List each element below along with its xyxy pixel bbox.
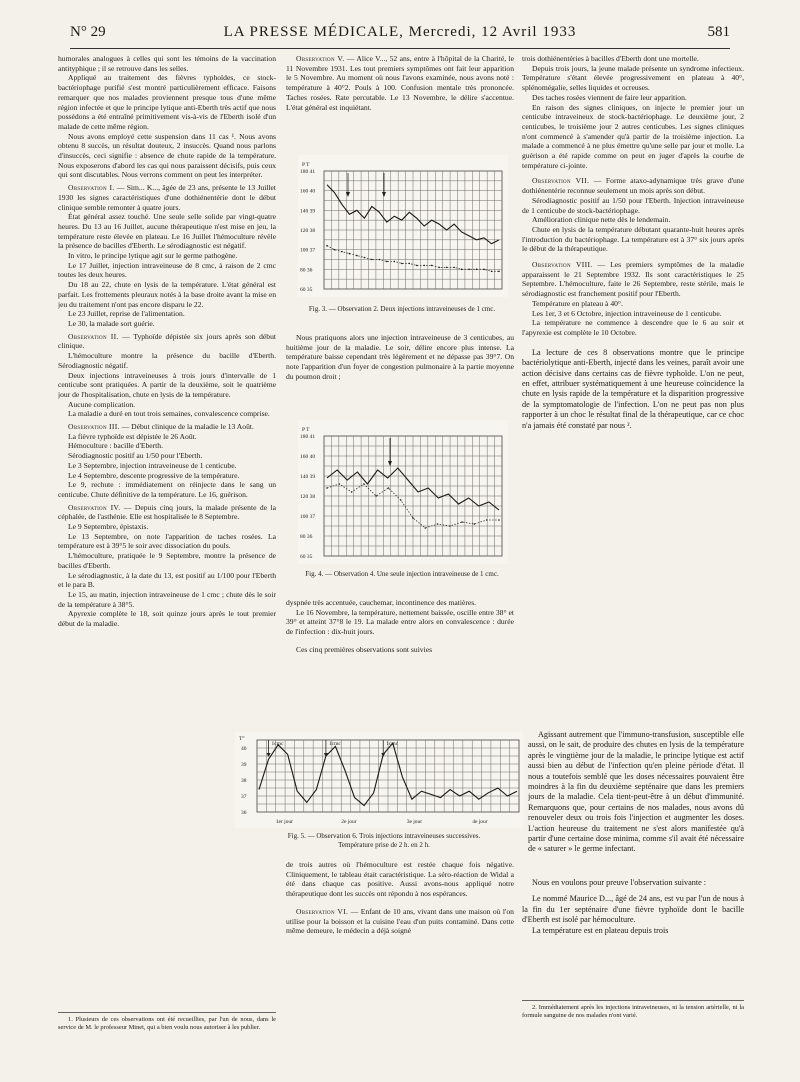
day-label: 3e jour (406, 819, 423, 825)
obs-text: — Typhoïde dépistée six jours après son début clinique. (58, 331, 276, 351)
paragraph: Le 30, la malade sort guérie. (68, 318, 155, 328)
tick-label: 60 35 (300, 554, 313, 560)
paragraph: humorales analogues à celles qui sont les témoins de la vaccination antityphique ; il se retrouve dans les selles. (58, 54, 276, 73)
paragraph: En raison des signes cliniques, on injecte le premier jour un centicube intraveineux de stock-bactériophage. Le deuxième jour, 2 centicubes, le troisième jour 2 autres centicubes. Les signes cliniques n'ont commencé à s'amender qu'à partir de la troisième injection. La malade a commencé à ne plus émettre qu'une selle par jour et molle. La guérison a été rapide comme on peut en juger d'après la courbe de température ci-jointe. (522, 102, 744, 170)
paragraph: Appliqué au traitement des fièvres typhoïdes, ce stock-bactériophage purifié s'est montré particulièrement efficace. Faisons remarquer que nos malades proviennent presque tous d'une même région infectée et que le principe lytique anti-Eberth très actif que nous possédons a été entraîné primitivement vis-à-vis de l'Eberth isolé d'un malade de cette même région. (58, 73, 276, 131)
tick-label: 36 (241, 810, 247, 816)
observation-4 (58, 503, 276, 522)
obs-text: — Enfant de 10 ans, vivant dans une maison où l'on utilise pour la boisson et la cuisine l'eau d'un puits contaminé. Dans cette même demeure, le médecin a déjà soigné (286, 906, 514, 936)
injection-arrowhead (381, 753, 385, 757)
pulse-point (491, 271, 493, 273)
column-3-top (522, 54, 744, 728)
column-3-bottom (522, 878, 744, 996)
caption-line-1: Fig. 5. — Observation 6. Trois injections intraveineuses successives. (287, 832, 481, 840)
pulse-point (408, 263, 410, 265)
paragraph: Sérodiagnostic positif au 1/50 pour l'Eberth. Injection intraveineuse de 1 centicube de stock-bactériophage. (522, 195, 744, 215)
obs-text: — Les premiers symptômes de la maladie apparaissent le 21 Septembre 1932. Ils sont caractéristiques le 25 Septembre. L'hémoculture, faite le 26 Septembre, reste stérile, mais le sérodiagnostic est franchement positif pour l'Eberth. (522, 260, 744, 299)
footnote-2 (522, 1004, 744, 1034)
obs-heading: Observation VII. (532, 176, 590, 186)
tick-label: 180 41 (300, 434, 316, 440)
obs-heading: Observation VI. (296, 906, 349, 916)
pt-header: P T (302, 427, 310, 433)
obs-heading: Observation VIII. (532, 260, 593, 270)
observation-3 (58, 422, 276, 432)
injection-arrowhead (388, 461, 392, 466)
column-2-bottom (286, 860, 514, 1050)
pulse-point (400, 499, 402, 501)
tick-label: 140 39 (300, 474, 316, 480)
paragraph: La maladie a duré en tout trois semaines, convalescence comprise. (68, 409, 270, 419)
tick-label: 80 36 (300, 267, 313, 274)
paragraph: Le 15, au matin, injection intraveineuse de 1 cmc ; chute dès le soir de la température à 38°5. (58, 589, 276, 609)
tick-label: 180 41 (300, 169, 316, 175)
caption-text: Fig. 3. — Observation 2. Deux injections intraveineuses de 1 cmc. (308, 305, 496, 313)
paragraph: Le nommé Maurice D..., âgé de 24 ans, est vu par l'un de nous à la fin du 1er septénaire d'une fièvre typhoïde dont le bacille d'Eberth est isolé par hémoculture. (522, 894, 744, 925)
paragraph: dyspnée très accentuée, cauchemar, incontinence des matières. (286, 598, 477, 607)
figure-5-svg (235, 732, 523, 828)
tick-label: 120 38 (300, 228, 316, 234)
footnote-1 (58, 1016, 276, 1046)
paragraph: Apyrexie complète le 18, soit quinze jours après le tout premier début de la maladie. (58, 609, 276, 629)
pulse-point (375, 495, 377, 497)
dose-label: 1cmc (386, 741, 399, 747)
paragraph: Le 3 Septembre, injection intraveineuse de 1 centicube. (68, 460, 237, 470)
injection-arrowhead (382, 192, 386, 197)
pulse-point (431, 265, 433, 267)
paragraph: Des taches rosées viennent de faire leur apparition. (532, 92, 687, 102)
paragraph: Nous en voulons pour preuve l'observation suivante : (532, 878, 707, 887)
footnote-text: 1. Plusieurs de ces observations ont été recueillies, par l'un de nous, dans le service de M. le professeur Minet, qui a bien voulu nous autoriser à les publier. (58, 1016, 276, 1031)
pulse-point (364, 257, 366, 259)
paragraph: La fièvre typhoïde est dépistée le 26 Août. (68, 431, 197, 441)
page-header (70, 22, 730, 49)
pulse-point (412, 517, 414, 519)
figure-4-svg (298, 420, 508, 564)
paragraph: Le 23 Juillet, reprise de l'alimentation. (68, 309, 185, 319)
day-label: 1er jour (275, 819, 293, 825)
pulse-point (351, 491, 353, 493)
page-number: 581 (707, 24, 730, 40)
pulse-point (388, 487, 390, 489)
paragraph: In vitro, le principe lytique agit sur le germe pathogène. (68, 251, 238, 261)
pulse-point (476, 269, 478, 271)
pulse-point (446, 267, 448, 269)
tick-label: 60 35 (300, 287, 313, 293)
pulse-point (394, 261, 396, 263)
discussion-paragraph: Agissant autrement que l'immuno-transfusion, susceptible elle aussi, on le sait, de produire des chutes en lysis de la température après le vingtième jour de la maladie, le principe lytique est actif aussi bien au début de l'infection qu'en pleine période d'état. Il nous a toutefois semblé que les doses nécessaires pouvaient être moindres à la fin du deuxième septénaire que dans les premiers jours de la maladie. Cela tient-peut-être à un début d'immunité. Remarquons que, pour certains de nos malades, nous avons dû renouveler deux ou trois fois l'injection et augmenter les doses. L'action heureuse du traitement ne s'est alors manifestée qu'à partir d'une certaine dose minima, comme s'il avait été nécessaire de « saturer » le germe infectant. (528, 730, 744, 854)
obs-heading: Observation I. (68, 183, 115, 193)
pulse-point (449, 525, 451, 527)
paragraph: La température ne commence à descendre que le 6 au soir et l'apyrexie est complète le 10 Octobre. (522, 318, 744, 337)
paragraph: de trois autres où l'hémoculture est restée chaque fois négative. Cliniquement, le tableau était caractéristique. La séro-réaction de Widal a été dans chaque cas positive. Aussi avons-nous appliqué notre thérapeutique dont les succès ont répondu à nos espérances. (286, 860, 514, 899)
paragraph: Ces cinq premières observations sont suivies (296, 644, 433, 654)
figure-3-svg (298, 155, 508, 297)
figure-4-chart (298, 420, 508, 564)
pulse-point (498, 271, 500, 273)
tick-label: 160 40 (300, 188, 316, 195)
pulse-point (498, 519, 500, 521)
paragraph: Hémoculture : bacille d'Eberth. (68, 441, 163, 451)
footnote-rule (522, 1000, 744, 1001)
pulse-point (363, 483, 365, 485)
observation-8 (522, 260, 744, 299)
obs-heading: Observation III. (68, 422, 120, 432)
paragraph: État général assez touché. Une seule selle solide par vingt-quatre heures. Du 13 au 16 Juillet, aucune thérapeutique n'est mise en jeu, la température reste élevée en plateau. Le 16 Juillet l'hémoculture révèle la présence de bacilles d'Eberth. Le sérodiagnostic est négatif. (58, 212, 276, 251)
pulse-point (424, 527, 426, 529)
pulse-point (356, 255, 358, 257)
paragraph: Les 1er, 3 et 6 Octobre, injection intraveineuse de 1 centicube. (532, 308, 722, 318)
obs-text: — Sim... K..., âgée de 23 ans, présente le 13 Juillet 1930 les signes caractéristiques d'une dothiénentérie dont le début clinique semble remonter à quatre jours. (58, 183, 276, 212)
paragraph: trois dothiénentéries à bacilles d'Eberth dont une mortelle. (522, 54, 699, 63)
pulse-point (401, 263, 403, 265)
figure-5-chart (235, 732, 523, 828)
paragraph: Depuis trois jours, la jeune malade présente un syndrome infectieux. Température s'étant élevée progressivement en plateau à 40°, splénomégalie, selles liquides et ocreuses. (522, 63, 744, 93)
pulse-point (416, 265, 418, 267)
figure-5-caption (250, 832, 518, 852)
pulse-point (437, 523, 439, 525)
pulse-point (326, 245, 328, 247)
obs-text: — Alice V..., 52 ans, entre à l'hôpital de la Charité, le 11 Novembre 1931. Les tout premiers symptômes ont fait leur apparition le 5 Novembre. Au moment où nous l'avons examinée, nous avons noté : température à 40°2. Pouls à 100. Confusion mentale très prononcée. Taches rosées. Rate percutable. Le 13 Novembre, le délire s'accentue. L'état général est inquiétant. (286, 54, 514, 112)
pulse-point (349, 253, 351, 255)
pulse-point (483, 269, 485, 271)
injection-arrowhead (346, 192, 350, 197)
pulse-point (326, 487, 328, 489)
pulse-point (461, 521, 463, 523)
y-axis-label: T° (239, 736, 245, 742)
pt-header: P T (302, 162, 310, 168)
obs-text: — Forme ataxo-adynamique très grave d'une dothiénentérie reconnue seulement un mois après son début. (522, 176, 744, 196)
column-2-after-fig4 (286, 598, 514, 726)
paragraph: Deux injections intraveineuses à trois jours d'intervalle de 1 centicube sont pratiquées. A partir de la deuxième, soit le quatrième jour de l'hospitalisation, chute en lysis de la température. (58, 370, 276, 399)
pulse-point (379, 259, 381, 261)
pulse-point (468, 269, 470, 271)
paragraph: Le sérodiagnostic, à la date du 13, est positif au 1/100 pour l'Eberth et le para B. (58, 570, 276, 590)
tick-label: 38 (241, 778, 247, 784)
day-label: 2e jour (341, 819, 357, 825)
pulse-point (423, 265, 425, 267)
paragraph: Le 16 Novembre, la température, nettement baissée, oscille entre 38° et 39° et atteint 37°8 le 19. La malade entre alors en convalescence : durée de l'infection : dix-huit jours. (286, 607, 514, 637)
paragraph: L'hémoculture, pratiquée le 9 Septembre, montre la présence de bacilles d'Eberth. (58, 551, 276, 570)
figure-3-caption (296, 305, 508, 327)
tick-label: 160 40 (300, 454, 316, 460)
observation-5 (286, 54, 514, 112)
obs-text: — Depuis cinq jours, la malade présente de la céphalée, de l'asthénie. Elle est hospitalisée le 8 Septembre. (58, 502, 276, 522)
tick-label: 100 37 (300, 247, 316, 254)
paragraph: Le 13 Septembre, on note l'apparition de taches rosées. La température est à 39°5 le soir avec dissociation du pouls. (58, 531, 276, 551)
observation-2 (58, 332, 276, 351)
tick-label: 120 38 (300, 494, 316, 500)
day-label: 4e jour (472, 819, 488, 825)
column-2-mid (286, 333, 514, 411)
observation-1 (58, 183, 276, 212)
pulse-point (371, 259, 373, 261)
tick-label: 80 36 (300, 534, 313, 540)
pulse-point (486, 519, 488, 521)
dose-label: 1cmc (271, 741, 284, 747)
column-2-top (286, 54, 514, 142)
issue-number: N° 29 (70, 24, 106, 40)
paragraph: L'hémoculture montre la présence du bacille d'Eberth. Sérodiagnostic négatif. (58, 351, 276, 370)
column-1 (58, 54, 276, 1016)
caption-line-2: Température prise de 2 h. en 2 h. (338, 840, 430, 849)
tick-label: 37 (241, 794, 247, 800)
tick-label: 100 37 (300, 514, 316, 520)
paragraph: Du 18 au 22, chute en lysis de la température. L'état général est parfait. Les frottements pleuraux notés à la base droite avant la mise en jeu du traitement n'ont pas encore disparu le 22. (58, 280, 276, 309)
discussion-paragraph: La lecture de ces 8 observations montre que le principe bactériolytique anti-Eberth, injecté dans les veines, paraît avoir une action décisive dans certains cas de fièvre typhoïde. L'on ne peut, en effet, attribuer systématiquement à une heureuse coïncidence la chute en lysis rapide de la température et la disparition progressive de la symptomatologie de l'infection. L'on ne peut pas non plus rapporter à un choc le résultat final de la thérapeutique, car ce choc n'a jamais été constaté par nous ². (522, 347, 744, 430)
pulse-point (474, 523, 476, 525)
tick-label: 140 39 (300, 208, 316, 215)
caption-text: Fig. 4. — Observation 4. Une seule injection intraveineuse de 1 cmc. (305, 570, 499, 578)
dose-label: 1cmc (328, 741, 341, 747)
obs-heading: Observation V. (296, 54, 345, 63)
paragraph: Nous avons employé cette suspension dans 11 cas ¹. Nous avons obtenu 8 succès, un résultat douteux, 2 insuccès. Quand nous parlons d'insuccès, ceci signifie : absence de chute rapide de la température. Nous exposerons d'abord les cas qui nous paraissent décisifs, puis ceux qui sont discutables. Nous verrons comment on peut les interpréter. (58, 131, 276, 180)
paragraph: Nous pratiquons alors une injection intraveineuse de 3 centicubes, au huitième jour de la maladie. Le soir, délire encore plus intense. La température baisse cependant très légèrement et ne dépasse pas 39°7. On note l'apparition d'un foyer de congestion pulmonaire à la partie moyenne du poumon droit ; (286, 333, 514, 381)
pulse-point (438, 267, 440, 269)
footnote-text: 2. Immédiatement après les injections intraveineuses, ni la tension artérielle, ni la formule sanguine de nos malades n'ont varié. (522, 1004, 744, 1019)
paragraph: Le 9, rechute : immédiatement on réinjecte dans le sang un centicube. Chute définitive de la température. Le 16, guérison. (58, 480, 276, 499)
pulse-point (334, 249, 336, 251)
paragraph: Le 9 Septembre, épistaxis. (68, 522, 149, 532)
tick-label: 39 (241, 762, 247, 768)
pulse-point (386, 261, 388, 263)
paragraph: La température est en plateau depuis trois (532, 925, 669, 935)
obs-heading: Observation IV. (68, 502, 121, 512)
paragraph: Le 17 Juillet, injection intraveineuse de 8 cmc, à raison de 2 cmc toutes les deux heures. (58, 260, 276, 280)
pulse-point (461, 269, 463, 271)
pulse-point (453, 267, 455, 269)
column-3-discussion (528, 730, 744, 882)
paragraph: Sérodiagnostic positif au 1/50 pour l'Eberth. (68, 451, 203, 461)
figure-4-caption (296, 570, 508, 592)
paragraph: Amélioration clinique nette dès le lendemain. (532, 215, 671, 225)
pulse-point (338, 483, 340, 485)
journal-title: LA PRESSE MÉDICALE, Mercredi, 12 Avril 1933 (223, 24, 577, 40)
observation-6 (286, 907, 514, 936)
obs-heading: Observation II. (68, 331, 119, 341)
paragraph: Chute en lysis de la température débutant quarante-huit heures après l'introduction du bactériophage. La température est à 37° six jours après le début de la thérapeutique. (522, 224, 744, 254)
observation-7 (522, 176, 744, 195)
pulse-point (341, 251, 343, 253)
paragraph: Aucune complication. (68, 399, 136, 409)
footnote-rule (58, 1012, 276, 1013)
obs-text: — Début clinique de la maladie le 13 Août. (121, 422, 254, 432)
paragraph: Le 4 Septembre, descente progressive de la température. (68, 470, 240, 480)
figure-3-chart (298, 155, 508, 297)
paragraph: Température en plateau à 40°. (532, 298, 623, 308)
tick-label: 40 (241, 746, 247, 752)
